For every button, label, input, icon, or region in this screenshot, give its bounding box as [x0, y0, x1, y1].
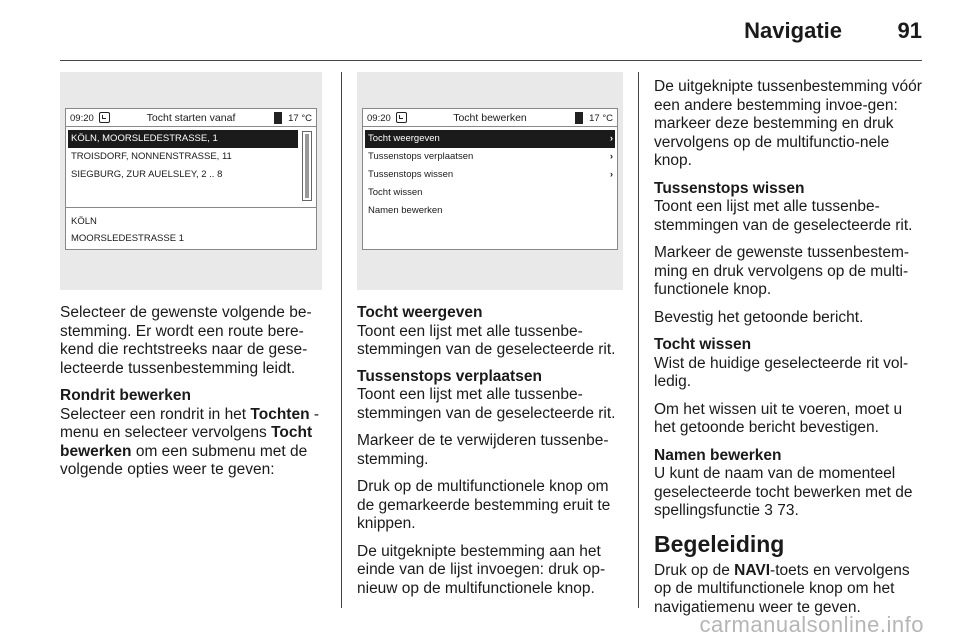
text-column-3 — [654, 78, 924, 626]
address-city: KÖLN — [71, 216, 97, 227]
weergeven-section — [357, 304, 623, 360]
menu-ref-tocht-bewerken: Tocht bewerken — [60, 424, 313, 460]
term-tocht-wissen: Tocht wissen — [654, 336, 752, 353]
text-run: Druk op de — [654, 561, 735, 579]
screen-title: Tocht starten vanaf — [146, 112, 236, 124]
paragraph: Markeer de gewenste tussenbestem-ming en druk vervolgens op de multi-functionele knop. — [654, 244, 910, 298]
destination-list — [68, 130, 298, 184]
chevron-right-icon: › — [609, 133, 613, 144]
display-screen — [362, 108, 618, 250]
screen-temperature: 17 °C — [589, 113, 613, 124]
menu-item-tussenstops-wissen[interactable] — [365, 166, 615, 184]
paragraph: Bevestig het getoonde bericht. — [654, 308, 864, 326]
definition: Wist de huidige geselecteerde rit vol-ledig. — [654, 354, 909, 390]
text-run: om een submenu met de volgende opties weer te geven: — [60, 442, 308, 478]
definition: Toont een lijst met alle tussenbe-stemmingen van de geselecteerde rit. — [357, 386, 616, 422]
menu-item-tocht-wissen[interactable] — [365, 184, 615, 202]
definition: U kunt de naam van de momenteel geselecteerde tocht bewerken met de spellingsfunctie — [654, 465, 913, 519]
menu-item-tocht-weergeven[interactable] — [365, 130, 615, 148]
namen-section — [654, 447, 924, 521]
verplaatsen-section — [357, 368, 623, 424]
text-run: Selecteer een rondrit in het — [60, 405, 251, 423]
tochtwissen-section — [654, 336, 924, 392]
page-reference-link[interactable]: 3 73. — [764, 502, 799, 519]
key-ref-navi: NAVI — [734, 561, 771, 579]
paragraph: Om het wissen uit te voeren, moet u het getoonde bericht bevestigen. — [654, 400, 903, 436]
menu-item-label: Tussenstops verplaatsen — [368, 151, 474, 162]
screen-time: 09:20 — [70, 113, 94, 124]
text-run: -toets en vervolgens op de multifunctionele knop om het navigatiemenu weer te geven. — [654, 561, 910, 616]
section-heading-begeleiding: Begeleiding — [654, 530, 785, 557]
term-tocht-weergeven: Tocht weergeven — [357, 304, 483, 321]
menu-item-label: Tocht weergeven — [368, 133, 440, 144]
address-street: MOORSLEDESTRASSE 1 — [71, 233, 184, 244]
screen-time: 09:20 — [367, 113, 391, 124]
paragraph: De uitgeknipte bestemming aan het einde van de lijst invoegen: druk op-nieuw op de multifunctionele knop. — [357, 542, 606, 597]
definition: Toont een lijst met alle tussenbe-stemmingen van de geselecteerde rit. — [357, 322, 616, 358]
begeleiding-paragraph — [654, 562, 924, 618]
page-number: 91 — [897, 18, 922, 43]
chevron-right-icon: › — [609, 169, 613, 180]
screen-header — [66, 109, 316, 127]
watermark: carmanualsonline.info — [699, 612, 924, 637]
screen-divider — [66, 207, 316, 208]
screen-illustration-edit — [357, 72, 623, 290]
scrollbar[interactable] — [302, 131, 312, 201]
menu-item-label: Tocht wissen — [368, 187, 423, 198]
list-item[interactable]: TROISDORF, NONNENSTRASSE, 11 — [71, 151, 232, 162]
term-tussenstops-verplaatsen: Tussenstops verplaatsen — [357, 367, 542, 385]
screen-header — [363, 109, 617, 127]
menu-ref-tochten: Tochten — [250, 405, 310, 423]
rondrit-section — [60, 387, 332, 480]
term-namen-bewerken: Namen bewerken — [654, 446, 782, 464]
text-column-2 — [357, 304, 623, 607]
column-divider — [638, 72, 639, 608]
page-header — [0, 16, 960, 48]
menu-item-tussenstops-verplaatsen[interactable] — [365, 148, 615, 166]
list-item[interactable]: SIEGBURG, ZUR AUELSLEY, 2 .. 8 — [71, 169, 223, 180]
term-tussenstops-wissen: Tussenstops wissen — [654, 179, 805, 197]
thermometer-icon — [274, 112, 282, 124]
definition: Toont een lijst met alle tussenbe-stemmingen van de geselecteerde rit. — [654, 198, 913, 234]
screen-illustration-start — [60, 72, 322, 290]
menu-item-label: Namen bewerken — [368, 205, 443, 216]
paragraph: Druk op de multifunctionele knop om de gemarkeerde bestemming eruit te knippen. — [357, 478, 611, 532]
column-divider — [341, 72, 342, 608]
intro-paragraph: Selecteer de gewenste volgende be-stemming. Er wordt een route bere-kend die rechtstreeks naar de gese-lecteerde tussenbestemming leidt. — [60, 304, 312, 377]
screen-title: Tocht bewerken — [453, 112, 527, 124]
term-rondrit-bewerken: Rondrit bewerken — [60, 387, 191, 404]
paragraph: Markeer de te verwijderen tussenbe-stemming. — [357, 432, 609, 468]
text-run: -menu en selecteer vervolgens — [60, 405, 320, 441]
menu-item-namen-bewerken[interactable] — [365, 202, 615, 220]
header-rule — [60, 60, 922, 61]
chevron-right-icon: › — [609, 151, 613, 162]
list-item[interactable]: KÖLN, MOORSLEDESTRASSE, 1 — [68, 130, 298, 148]
thermometer-icon — [575, 112, 583, 124]
screen-temperature: 17 °C — [288, 113, 312, 124]
menu-list — [365, 130, 615, 220]
wissen-section — [654, 180, 924, 236]
paragraph: De uitgeknipte tussenbestemming vóór een andere bestemming invoe-gen: markeer deze bestemming en druk vervolgens op de multifunctio-nele knop. — [654, 78, 922, 169]
selected-address — [71, 213, 184, 247]
text-column-1 — [60, 304, 332, 489]
display-screen — [65, 108, 317, 250]
menu-item-label: Tussenstops wissen — [368, 169, 454, 180]
section-title: Navigatie — [744, 18, 842, 43]
